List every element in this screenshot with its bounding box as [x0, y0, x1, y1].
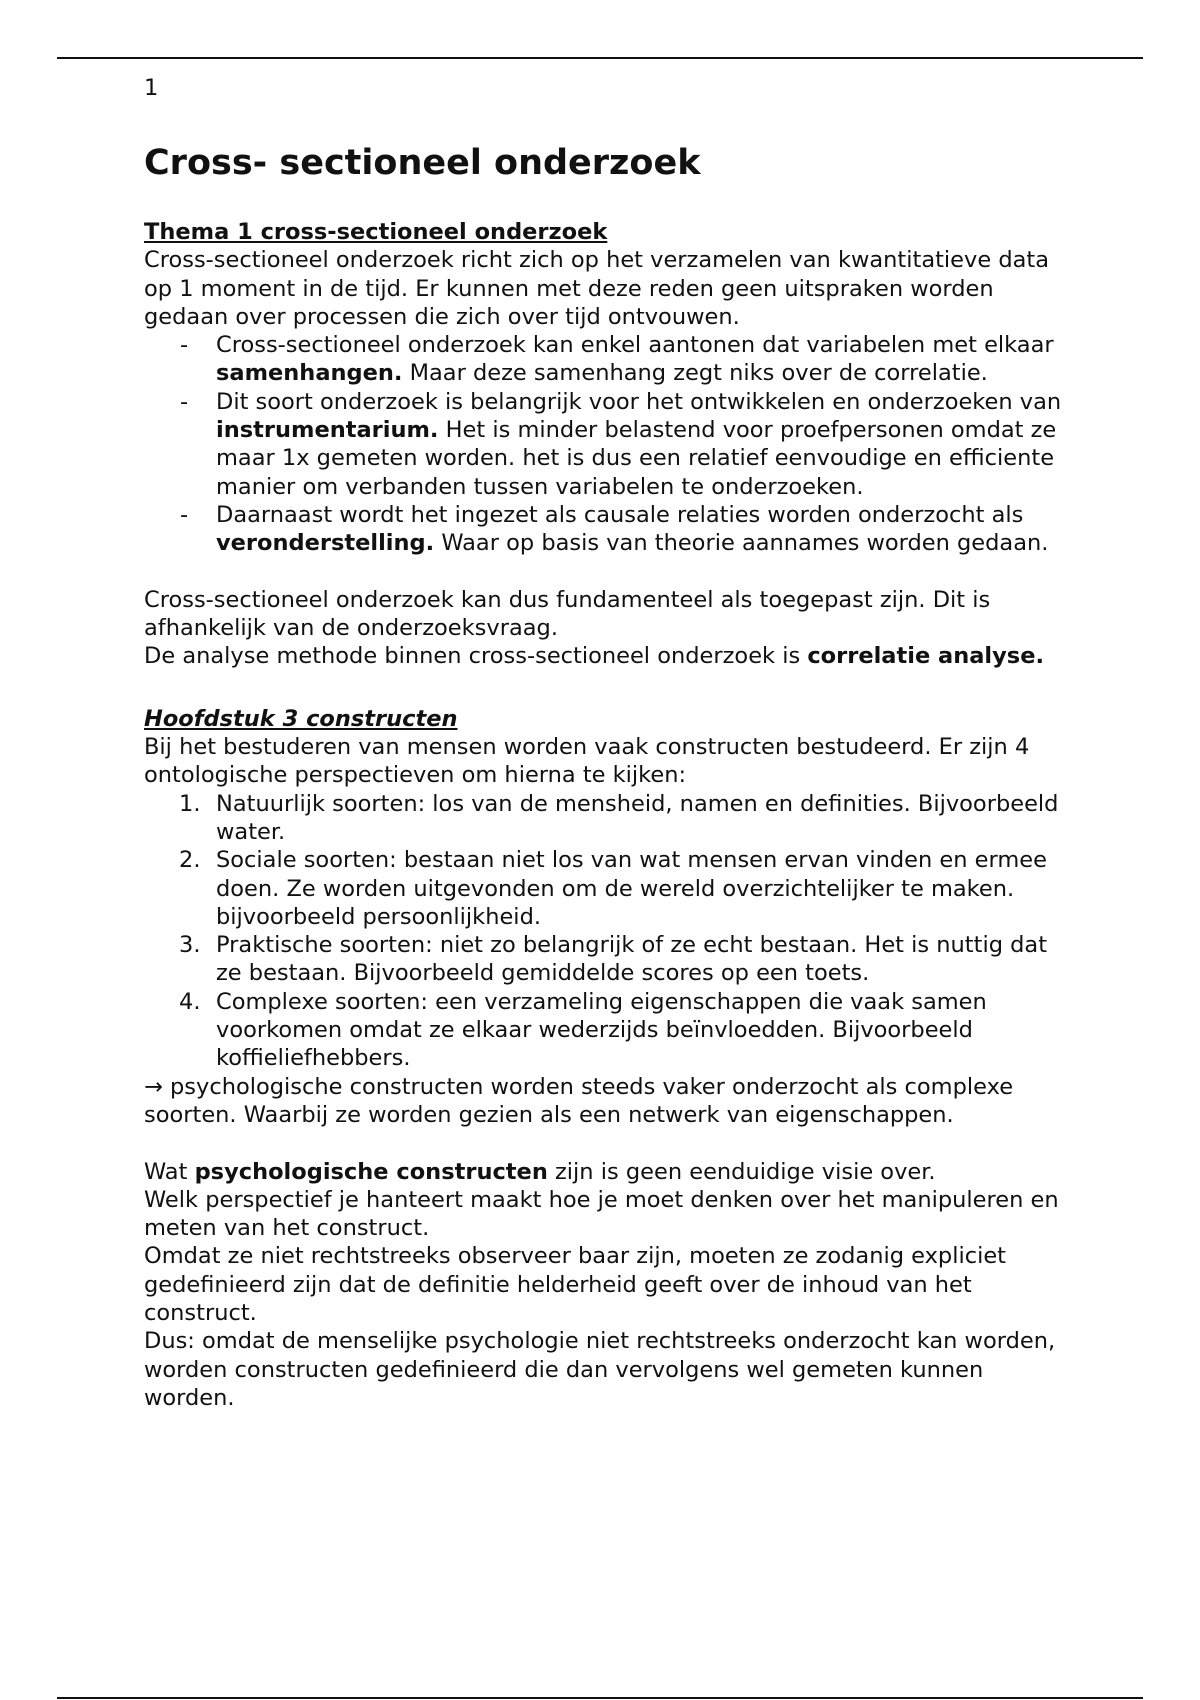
section-2-heading: Hoofdstuk 3 constructen [144, 705, 458, 732]
bullet-marker: - [180, 388, 189, 415]
footer-rule [57, 1697, 1143, 1699]
bullet-bold: samenhangen. [216, 360, 403, 387]
bullet-text: Maar deze samenhang zegt niks over de correlatie. [402, 360, 988, 387]
number-marker: 1. [179, 790, 201, 817]
list-item [144, 388, 1064, 501]
arrow-note: → psychologische constructen worden steeds vaker onderzocht als complexe soorten. Waarbij ze worden gezien als een netwerk van eigenschappen. [144, 1073, 1014, 1128]
list-item [144, 988, 1064, 1073]
paragraph-line: Omdat ze niet rechtstreeks observeer baar zijn, moeten ze zodanig expliciet gedefinieerd zijn dat de definitie helderheid geeft over de inhoud van het construct. [144, 1243, 1006, 1326]
section-1-intro: Cross-sectioneel onderzoek richt zich op het verzamelen van kwantitatieve data op 1 moment in de tijd. Er kunnen met deze reden geen uitspraken worden gedaan over processen die zich over tijd ontvouwen. [144, 247, 1050, 330]
paragraph-text: zijn is geen eenduidige visie over. [547, 1158, 936, 1185]
list-item-text: Complexe soorten: een verzameling eigenschappen die vaak samen voorkomen omdat ze elkaar wederzijds beïnvloedden. Bijvoorbeeld koffieliefhebbers. [216, 988, 987, 1072]
bullet-bold: instrumentarium. [216, 417, 439, 444]
list-item [144, 790, 1064, 847]
paragraph-text: Wat [144, 1158, 195, 1185]
paragraph-line: Welk perspectief je hanteert maakt hoe je moet denken over het manipuleren en meten van het construct. [144, 1186, 1059, 1242]
bullet-text: Cross-sectioneel onderzoek kan enkel aantonen dat variabelen met elkaar [216, 332, 1054, 359]
section-1-analysis [144, 642, 1064, 670]
list-item [144, 331, 1064, 388]
list-item [144, 846, 1064, 931]
section-2-numbered-list [144, 790, 1064, 1073]
list-item [144, 931, 1064, 988]
document-title: Cross- sectioneel onderzoek [144, 143, 701, 183]
number-marker: 3. [179, 932, 201, 959]
page-number: 1 [144, 75, 159, 101]
bullet-marker: - [180, 501, 189, 528]
bullet-text: Het is minder belastend voor proefpersonen omdat ze maar 1x gemeten worden. het is dus een relatief eenvoudige en efficiente manier om verbanden tussen variabelen te onderzoeken. [216, 417, 1057, 500]
number-marker: 4. [179, 988, 201, 1015]
document-body [144, 68, 1064, 1412]
paragraph-bold: psychologische constructen [194, 1158, 548, 1185]
list-item-text: Natuurlijk soorten: los van de mensheid, namen en definities. Bijvoorbeeld water. [216, 790, 1059, 845]
paragraph-line: Dus: omdat de menselijke psychologie niet rechtstreeks onderzocht kan worden, worden constructen gedefinieerd die dan vervolgens wel gemeten kunnen worden. [144, 1328, 1056, 1411]
list-item [144, 501, 1064, 558]
section-2-intro: Bij het bestuderen van mensen worden vaak constructen bestudeerd. Er zijn 4 ontologische perspectieven om hierna te kijken: [144, 734, 1030, 789]
list-item-text: Sociale soorten: bestaan niet los van wat mensen ervan vinden en ermee doen. Ze worden uitgevonden om de wereld overzichtelijker te maken. bijvoorbeeld persoonlijkheid. [216, 847, 1047, 930]
section-1-bullets [144, 331, 1064, 557]
analysis-bold: correlatie analyse. [807, 643, 1045, 670]
bullet-text: Waar op basis van theorie aannames worden gedaan. [434, 530, 1049, 557]
list-item-text: Praktische soorten: niet zo belangrijk of ze echt bestaan. Het is nuttig dat ze bestaan. Bijvoorbeeld gemiddelde scores op een toets. [216, 932, 1048, 987]
header-rule [57, 57, 1143, 59]
analysis-text: De analyse methode binnen cross-sectioneel onderzoek is [144, 643, 808, 670]
constructs-paragraph [144, 1158, 1064, 1186]
bullet-text: Daarnaast wordt het ingezet als causale relaties worden onderzocht als [216, 501, 1024, 528]
section-1-heading: Thema 1 cross-sectioneel onderzoek [144, 219, 608, 245]
bullet-text: Dit soort onderzoek is belangrijk voor het ontwikkelen en onderzoeken van [216, 388, 1062, 415]
section-1-paragraph: Cross-sectioneel onderzoek kan dus fundamenteel als toegepast zijn. Dit is afhankelijk van de onderzoeksvraag. [144, 586, 991, 642]
bullet-marker: - [180, 332, 189, 359]
number-marker: 2. [179, 847, 201, 874]
bullet-bold: veronderstelling. [216, 530, 435, 557]
